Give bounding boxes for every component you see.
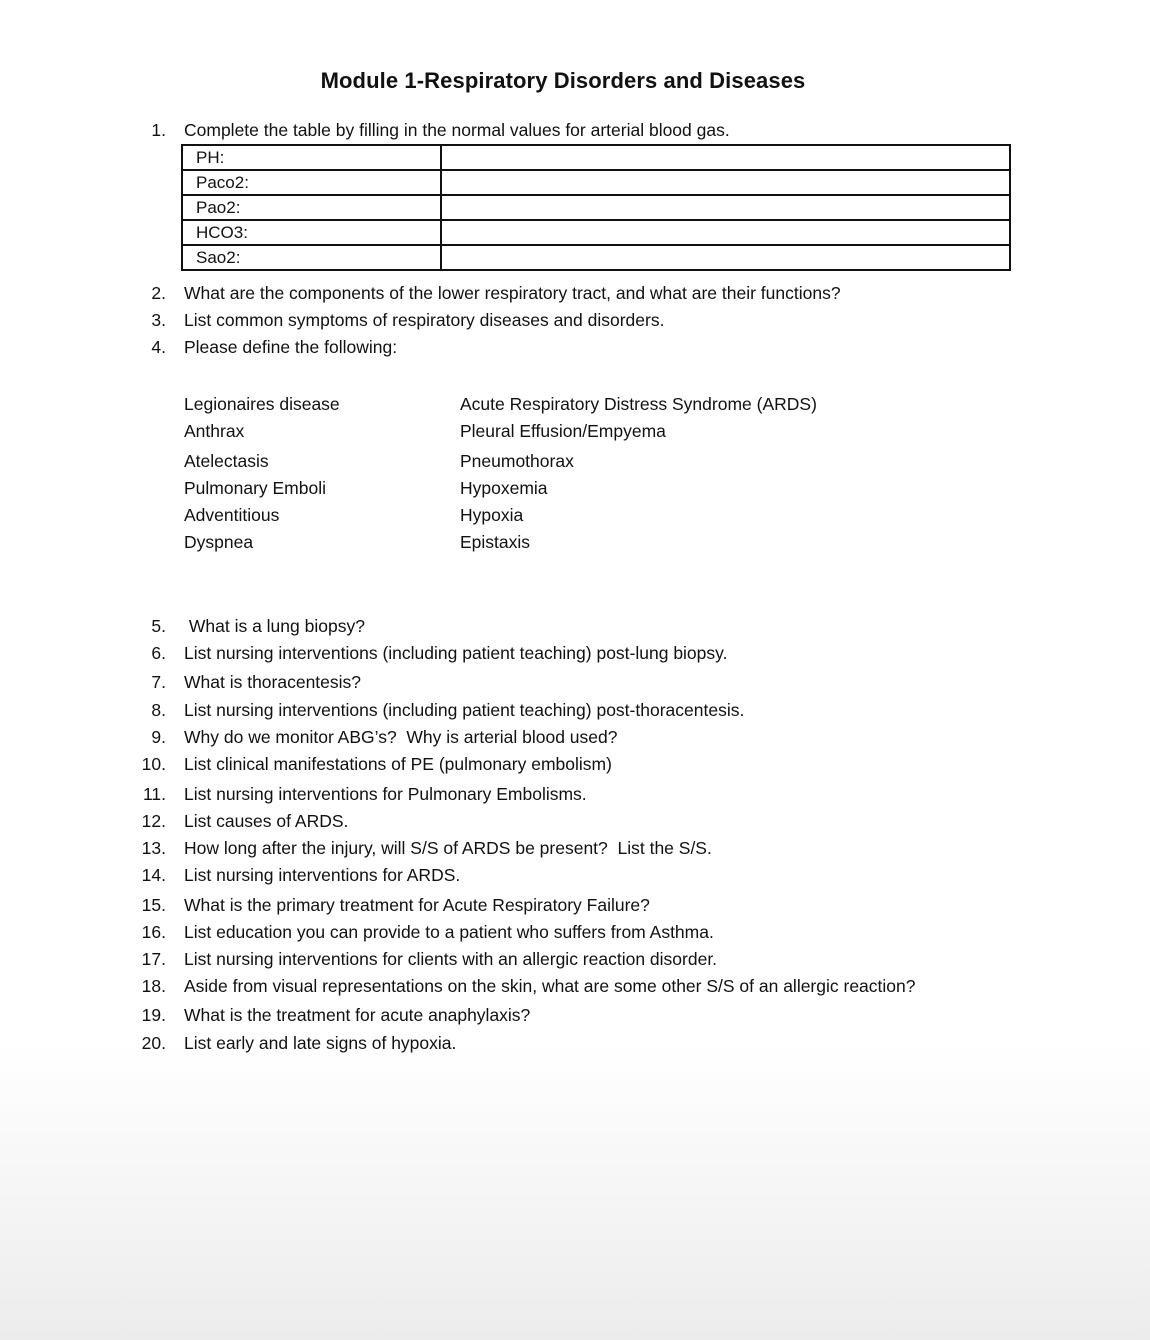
- question-number: 10.: [141, 754, 166, 774]
- question-number: 19.: [141, 1005, 166, 1025]
- abg-value-cell[interactable]: [441, 145, 1010, 170]
- table-row: [182, 170, 1010, 195]
- abg-label: Paco2:: [182, 170, 441, 195]
- table-row: [182, 245, 1010, 270]
- abg-label: HCO3:: [182, 220, 441, 245]
- question-text: Aside from visual representations on the skin, what are some other S/S of an allergic reaction?: [184, 976, 916, 996]
- question-text: What are the components of the lower respiratory tract, and what are their functions?: [184, 283, 841, 303]
- question-text: What is the primary treatment for Acute Respiratory Failure?: [184, 895, 650, 915]
- page-title: Module 1-Respiratory Disorders and Diseases: [320, 68, 806, 93]
- abg-label: Pao2:: [182, 195, 441, 220]
- table-row: [182, 220, 1010, 245]
- term-right: Pneumothorax: [460, 451, 574, 471]
- question-text: Complete the table by filling in the normal values for arterial blood gas.: [184, 120, 730, 140]
- question-text: List nursing interventions (including patient teaching) post-thoracentesis.: [184, 700, 745, 720]
- question-number: 18.: [141, 976, 166, 996]
- question-text: List clinical manifestations of PE (pulmonary embolism): [184, 754, 612, 774]
- abg-label: Sao2:: [182, 245, 441, 270]
- question-text: What is the treatment for acute anaphylaxis?: [184, 1005, 531, 1025]
- question-number: 15.: [141, 895, 166, 915]
- question-text: What is thoracentesis?: [184, 672, 362, 692]
- term-right: Pleural Effusion/Empyema: [460, 421, 666, 441]
- question-number: 5.: [151, 616, 166, 636]
- term-left: Dyspnea: [184, 532, 254, 552]
- term-left: Legionaires disease: [184, 394, 340, 414]
- term-left: Atelectasis: [184, 451, 269, 471]
- term-right: Epistaxis: [460, 532, 531, 552]
- table-row: [182, 195, 1010, 220]
- question-number: 6.: [151, 643, 166, 663]
- term-left: Adventitious: [184, 505, 280, 525]
- abg-value-cell[interactable]: [441, 170, 1010, 195]
- question-text: Why do we monitor ABG’s? Why is arterial blood used?: [184, 727, 618, 747]
- table-row: [182, 145, 1010, 170]
- term-left: Anthrax: [184, 421, 245, 441]
- question-text: List nursing interventions for Pulmonary Embolisms.: [184, 784, 587, 804]
- question-number: 13.: [141, 838, 166, 858]
- question-number: 16.: [141, 922, 166, 942]
- question-number: 3.: [151, 310, 166, 330]
- question-number: 7.: [151, 672, 166, 692]
- term-left: Pulmonary Emboli: [184, 478, 326, 498]
- question-text: List nursing interventions for clients with an allergic reaction disorder.: [184, 949, 718, 969]
- abg-table: [181, 144, 1011, 271]
- abg-label: PH:: [182, 145, 441, 170]
- question-text: Please define the following:: [184, 337, 398, 357]
- question-text: List nursing interventions (including patient teaching) post-lung biopsy.: [184, 643, 728, 663]
- question-number: 1.: [151, 120, 166, 140]
- question-text: List early and late signs of hypoxia.: [184, 1033, 457, 1053]
- abg-value-cell[interactable]: [441, 245, 1010, 270]
- question-text: List causes of ARDS.: [184, 811, 349, 831]
- abg-value-cell[interactable]: [441, 195, 1010, 220]
- question-number: 14.: [141, 865, 166, 885]
- question-number: 12.: [141, 811, 166, 831]
- term-right: Hypoxemia: [460, 478, 548, 498]
- question-number: 11.: [142, 784, 166, 804]
- question-text: List common symptoms of respiratory diseases and disorders.: [184, 310, 665, 330]
- term-right: Acute Respiratory Distress Syndrome (ARDS): [460, 394, 817, 414]
- question-number: 20.: [141, 1033, 166, 1053]
- abg-value-cell[interactable]: [441, 220, 1010, 245]
- question-number: 17.: [141, 949, 166, 969]
- question-number: 9.: [151, 727, 166, 747]
- term-right: Hypoxia: [460, 505, 524, 525]
- question-text: List nursing interventions for ARDS.: [184, 865, 461, 885]
- question-number: 4.: [151, 337, 166, 357]
- question-number: 8.: [151, 700, 166, 720]
- question-text: How long after the injury, will S/S of ARDS be present? List the S/S.: [184, 838, 712, 858]
- question-text: List education you can provide to a patient who suffers from Asthma.: [184, 922, 714, 942]
- question-text: What is a lung biopsy?: [184, 616, 365, 636]
- question-number: 2.: [151, 283, 166, 303]
